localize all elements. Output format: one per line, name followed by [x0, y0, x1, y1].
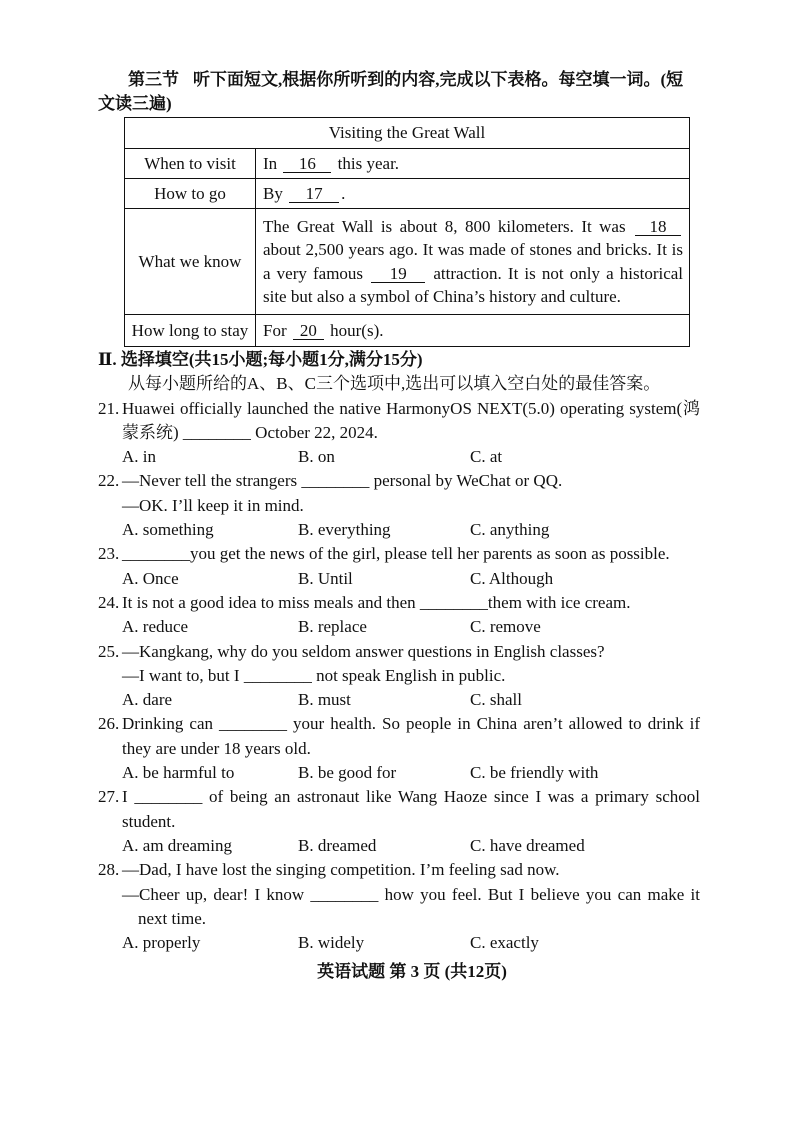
- row-label: When to visit: [125, 149, 256, 179]
- question-stem: Huawei officially launched the native HarmonyOS NEXT(5.0) operating system(鸿蒙系统) ________ October 22, 2024.: [122, 398, 700, 442]
- question-stem: It is not a good idea to miss meals and then ________them with ice cream.: [122, 592, 631, 612]
- option-b: B. Until: [298, 568, 353, 588]
- option-b: B. be good for: [298, 763, 397, 783]
- option-c: C. be friendly with: [470, 763, 599, 783]
- question-27: [98, 785, 700, 858]
- answer-blank-16: 16: [283, 155, 331, 174]
- question-number: 28.: [98, 860, 120, 880]
- question-reply: —I want to, but I ________ not speak English in public.: [122, 665, 506, 685]
- question-number: 23.: [98, 544, 120, 564]
- row-text: The Great Wall is about 8, 800 kilometers. It was: [263, 216, 626, 236]
- choice-section-instruction: 从每小题所给的A、B、C三个选项中,选出可以填入空白处的最佳答案。: [128, 374, 661, 394]
- option-c: C. remove: [470, 617, 541, 637]
- question-number: 27.: [98, 787, 120, 807]
- options: [122, 931, 700, 955]
- option-a: A. Once: [122, 568, 179, 588]
- row-value: [256, 209, 690, 315]
- row-value: [256, 179, 690, 209]
- option-a: A. be harmful to: [122, 763, 235, 783]
- answer-blank-18: 18: [635, 218, 681, 237]
- row-label: What we know: [125, 209, 256, 315]
- section-label: 第三节: [128, 70, 179, 89]
- option-c: C. anything: [470, 520, 550, 540]
- listening-section-heading: [98, 68, 690, 116]
- option-b: B. everything: [298, 520, 391, 540]
- option-a: A. dare: [122, 690, 173, 710]
- table-row: [125, 149, 690, 179]
- choice-section-title: Ⅱ. 选择填空(共15小题;每小题1分,满分15分): [98, 350, 423, 369]
- question-reply: —Cheer up, dear! I know ________ how you feel. But I believe you can make it next time.: [122, 884, 700, 928]
- option-b: B. on: [298, 447, 335, 467]
- table-row: [125, 179, 690, 209]
- row-text: For: [263, 320, 287, 340]
- options: [122, 688, 700, 712]
- row-text: about 2,500 years ago. It was made of stones and bricks. It is a very famous: [263, 240, 683, 283]
- answer-blank-20: 20: [293, 322, 324, 341]
- row-text: In: [263, 153, 278, 173]
- row-label: How to go: [125, 179, 256, 209]
- row-text: attraction. It is not only a historical site but also a symbol of China’s history and culture.: [263, 263, 684, 306]
- question-number: 25.: [98, 641, 120, 661]
- question-stem: —Kangkang, why do you seldom answer questions in English classes?: [122, 641, 605, 661]
- question-number: 22.: [98, 471, 120, 491]
- question-reply: —OK. I’ll keep it in mind.: [122, 495, 304, 515]
- row-text: By: [263, 183, 283, 203]
- table-title-row: [125, 118, 690, 149]
- question-number: 24.: [98, 592, 120, 612]
- row-value: [256, 149, 690, 179]
- question-stem: Drinking can ________ your health. So people in China aren’t allowed to drink if they are under 18 years old.: [122, 714, 700, 758]
- question-28: [98, 858, 700, 955]
- option-a: A. reduce: [122, 617, 189, 637]
- question-number: 26.: [98, 714, 120, 734]
- options: [122, 445, 700, 469]
- option-c: C. Although: [470, 568, 554, 588]
- option-a: A. something: [122, 520, 214, 540]
- option-c: C. exactly: [470, 933, 539, 953]
- question-22: [98, 469, 700, 542]
- table-row: [125, 315, 690, 347]
- options: [122, 834, 700, 858]
- option-b: B. dreamed: [298, 835, 377, 855]
- row-value: [256, 315, 690, 347]
- option-b: B. replace: [298, 617, 367, 637]
- option-b: B. must: [298, 690, 351, 710]
- answer-blank-17: 17: [289, 185, 339, 204]
- question-stem: ________you get the news of the girl, please tell her parents as soon as possible.: [122, 544, 670, 564]
- question-number: 21.: [98, 398, 120, 418]
- option-b: B. widely: [298, 933, 365, 953]
- option-a: A. properly: [122, 933, 201, 953]
- question-stem: —Never tell the strangers ________ personal by WeChat or QQ.: [122, 471, 563, 491]
- question-26: [98, 712, 700, 785]
- page-footer: 英语试题 第 3 页 (共12页): [317, 962, 507, 981]
- options: [122, 567, 700, 591]
- choice-section: [98, 348, 700, 955]
- question-stem: I ________ of being an astronaut like Wang Haoze since I was a primary school student.: [122, 787, 700, 831]
- option-c: C. at: [470, 447, 503, 467]
- section-instruction: 听下面短文,根据你所听到的内容,完成以下表格。每空填一词。(短文读三遍): [98, 70, 684, 113]
- question-23: [98, 542, 700, 591]
- row-label: How long to stay: [125, 315, 256, 347]
- option-c: C. shall: [470, 690, 522, 710]
- options: [122, 761, 700, 785]
- question-21: [98, 397, 700, 470]
- question-25: [98, 640, 700, 713]
- question-stem: —Dad, I have lost the singing competition. I’m feeling sad now.: [122, 860, 560, 880]
- option-c: C. have dreamed: [470, 835, 585, 855]
- answer-blank-19: 19: [371, 265, 425, 284]
- options: [122, 518, 700, 542]
- table-row: [125, 209, 690, 315]
- info-table: [124, 117, 690, 347]
- row-text: .: [341, 183, 346, 203]
- option-a: A. am dreaming: [122, 835, 232, 855]
- question-24: [98, 591, 700, 640]
- options: [122, 615, 700, 639]
- table-title: Visiting the Great Wall: [125, 118, 690, 149]
- row-text: this year.: [337, 153, 400, 173]
- option-a: A. in: [122, 447, 156, 467]
- row-text: hour(s).: [330, 320, 384, 340]
